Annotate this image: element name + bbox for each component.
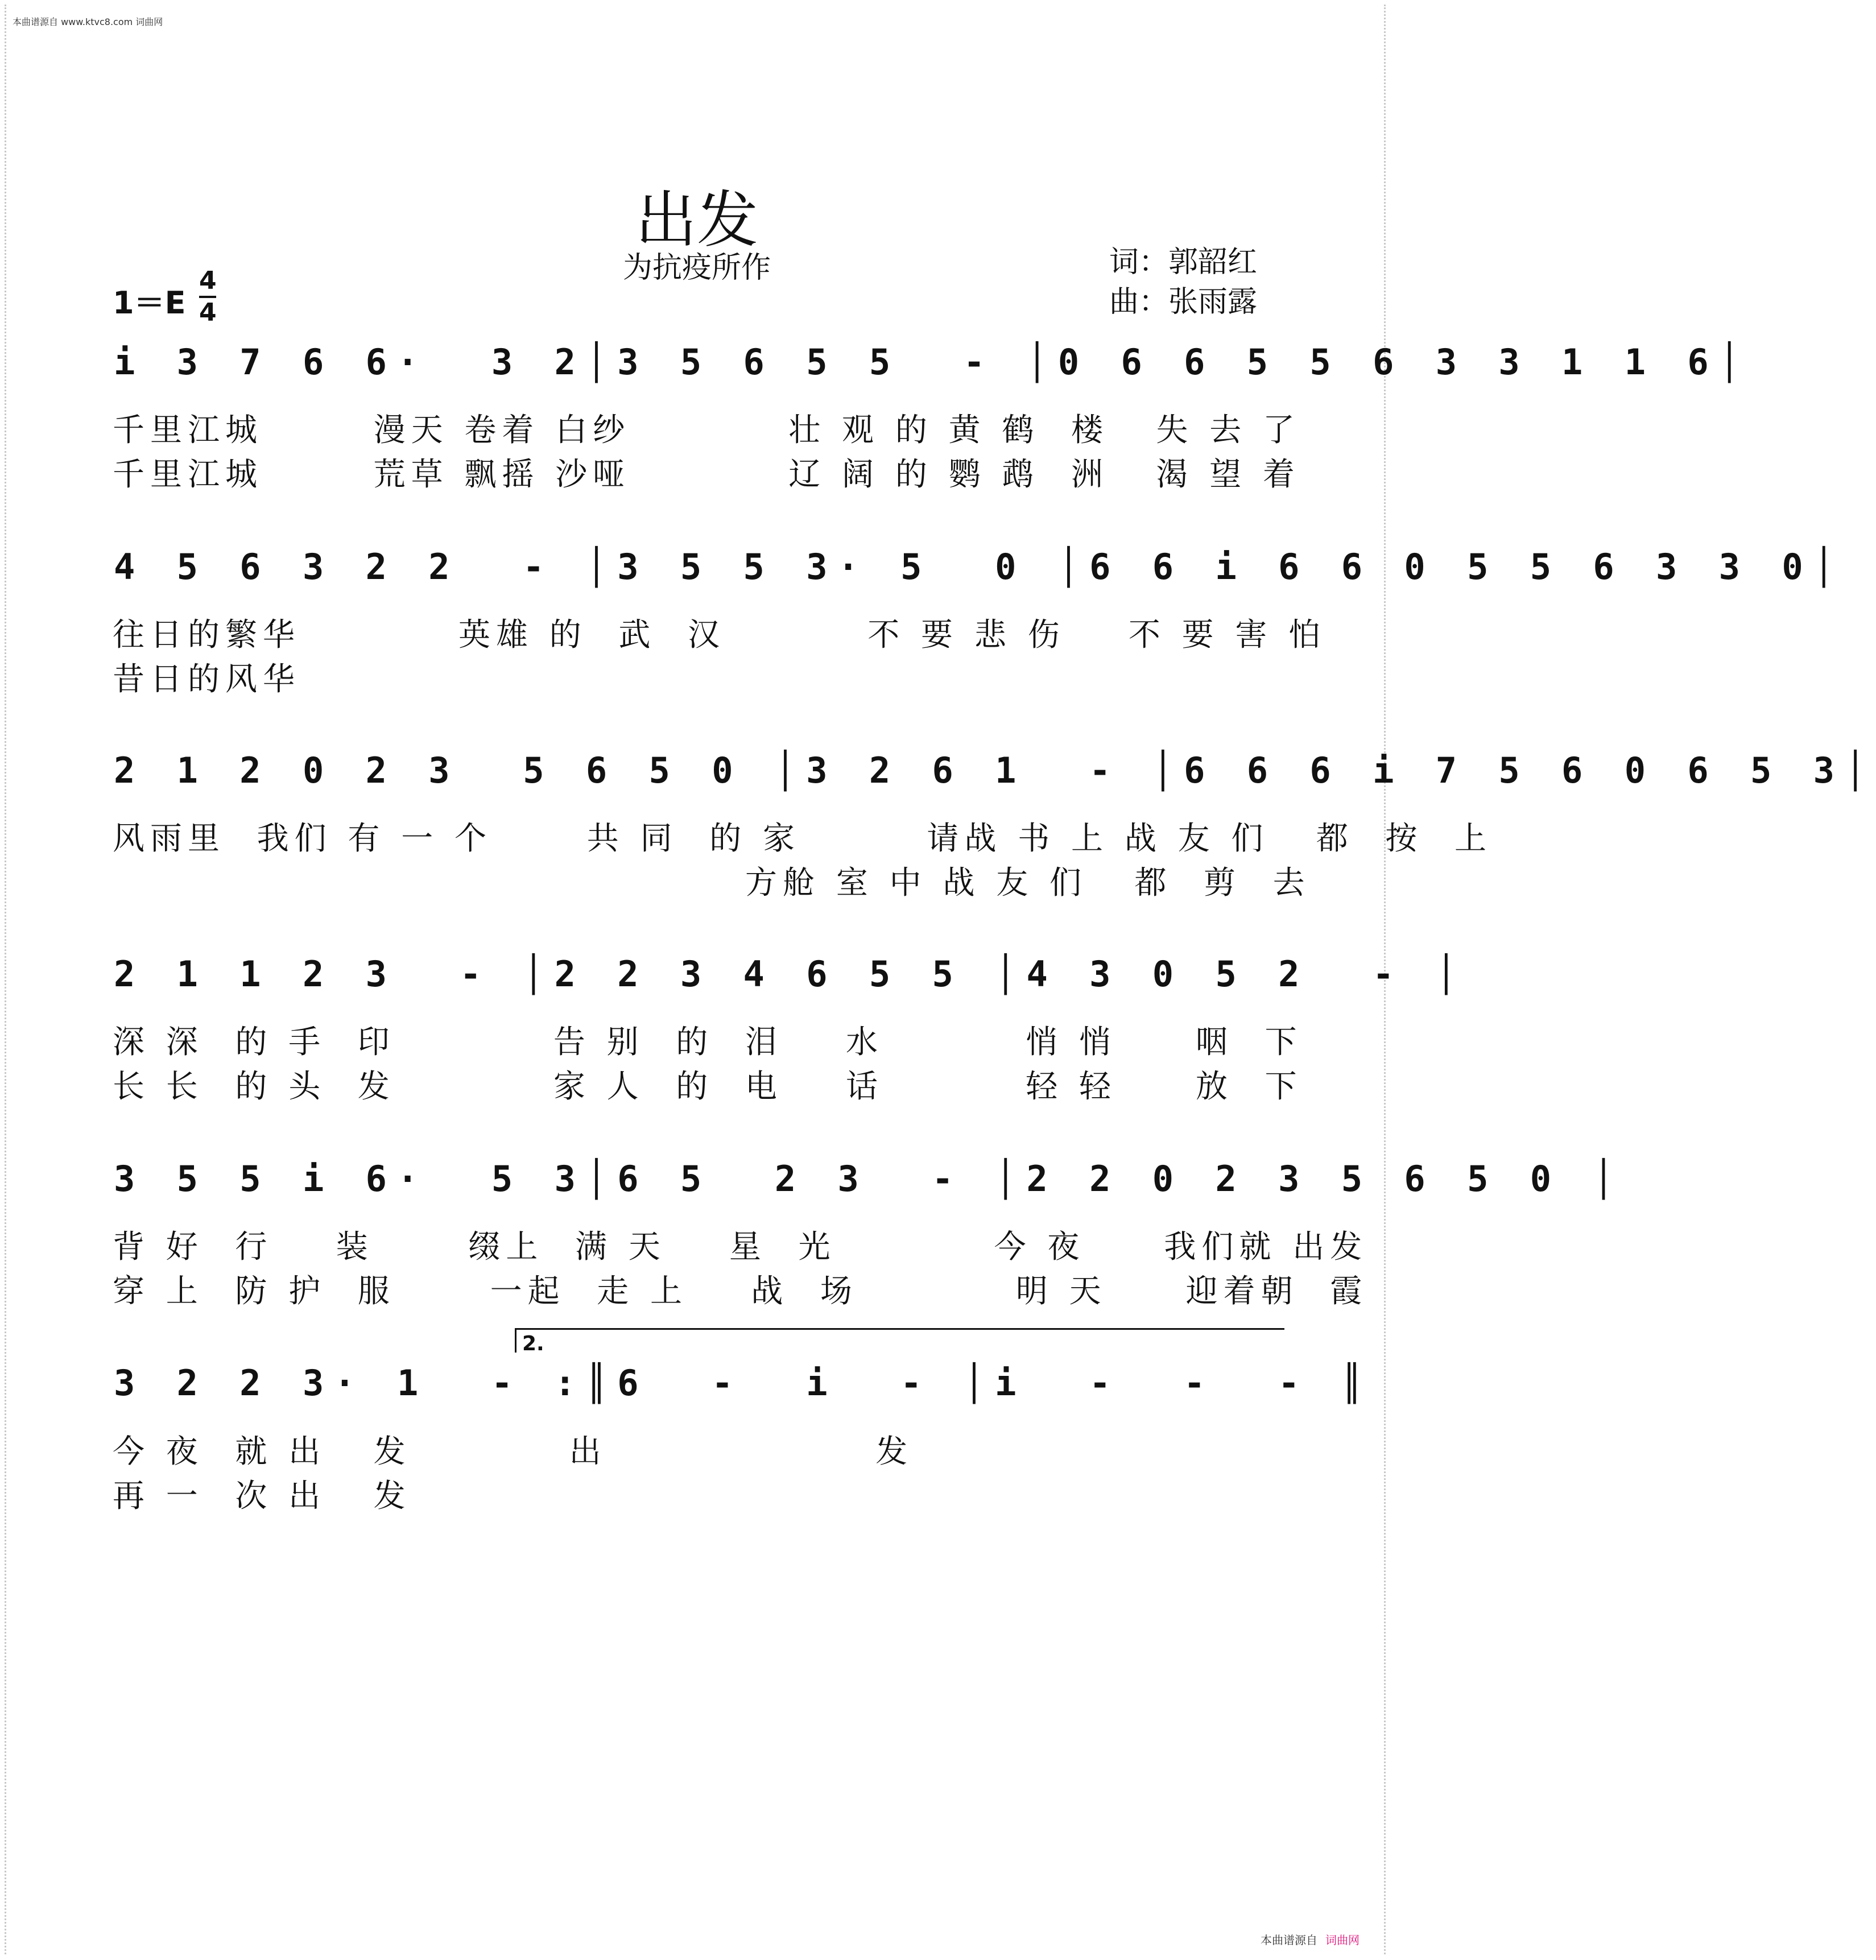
time-signature-top: 4 <box>199 266 217 295</box>
lyric-row-2a: 往日的繁华 英雄 的 武 汉 不 要 悲 伤 不 要 害 怕 <box>113 617 1327 654</box>
notation-row-5: 3 5 5 i 6· 5 3│6 5 2 3 - │2 2 0 2 3 5 6 5 0 │ <box>114 1158 1625 1200</box>
lyric-row-4b: 长 长 的 头 发 家 人 的 电 话 轻 轻 放 下 <box>113 1068 1303 1105</box>
notation-row-3: 2 1 2 0 2 3 5 6 5 0 │3 2 6 1 - │6 6 6 i 7 5 6 0 6 5 3│ <box>114 750 1876 791</box>
song-subtitle: 为抗疫所作 <box>622 251 771 285</box>
lyric-row-5b: 穿 上 防 护 服 一起 走 上 战 场 明 天 迎着朝 霞 <box>113 1273 1368 1310</box>
notation-row-4: 2 1 1 2 3 - │2 2 3 4 6 5 5 │4 3 0 5 2 - │ <box>114 953 1468 995</box>
lyric-row-1a: 千里江城 漫天 卷着 白纱 壮 观 的 黄 鹤 楼 失 去 了 <box>113 412 1301 449</box>
lyric-row-2b: 昔日的风华 <box>113 661 300 698</box>
composer-credit: 曲：张雨露 <box>1109 285 1258 319</box>
time-signature-bottom: 4 <box>199 298 217 327</box>
lyric-row-1b: 千里江城 荒草 飘摇 沙哑 辽 阔 的 鹦 鹉 洲 渴 望 着 <box>113 456 1301 493</box>
second-ending-bracket <box>515 1328 1284 1353</box>
lyric-row-3a: 风雨里 我们 有 一 个 共 同 的 家 请战 书 上 战 友 们 都 按 上 <box>113 820 1493 857</box>
key-signature: 1＝E <box>113 285 186 321</box>
notation-row-6: 3 2 2 3· 1 - :║6 - i - │i - - - ║ <box>114 1362 1373 1404</box>
lyric-row-6a: 今 夜 就 出 发 出 发 <box>113 1433 914 1470</box>
lyricist-credit: 词：郭韶红 <box>1109 245 1258 279</box>
footer-brand: 词曲网 <box>1325 1933 1360 1947</box>
lyric-row-5a: 背 好 行 装 缀上 满 天 星 光 今 夜 我们就 出发 <box>113 1229 1368 1266</box>
notation-row-2: 4 5 6 3 2 2 - │3 5 5 3· 5 0 │6 6 i 6 6 0 5 5 6 3 3 0│ <box>114 546 1845 588</box>
time-signature <box>199 267 217 326</box>
notation-row-1: i 3 7 6 6· 3 2│3 5 6 5 5 - │0 6 6 5 5 6 3 3 1 1 6│ <box>114 341 1751 383</box>
source-note: 本曲谱源自 www.ktvc8.com 词曲网 <box>13 16 163 27</box>
lyric-row-4a: 深 深 的 手 印 告 别 的 泪 水 悄 悄 咽 下 <box>113 1024 1303 1061</box>
lyric-row-3b: 方舱 室 中 战 友 们 都 剪 去 <box>113 865 1311 902</box>
footer-note <box>1261 1931 1360 1947</box>
song-title: 出发 <box>635 185 758 256</box>
volta-label: 2. <box>522 1332 544 1355</box>
footer-source: 本曲谱源自 <box>1261 1933 1317 1947</box>
lyric-row-6b: 再 一 次 出 发 <box>113 1478 411 1515</box>
